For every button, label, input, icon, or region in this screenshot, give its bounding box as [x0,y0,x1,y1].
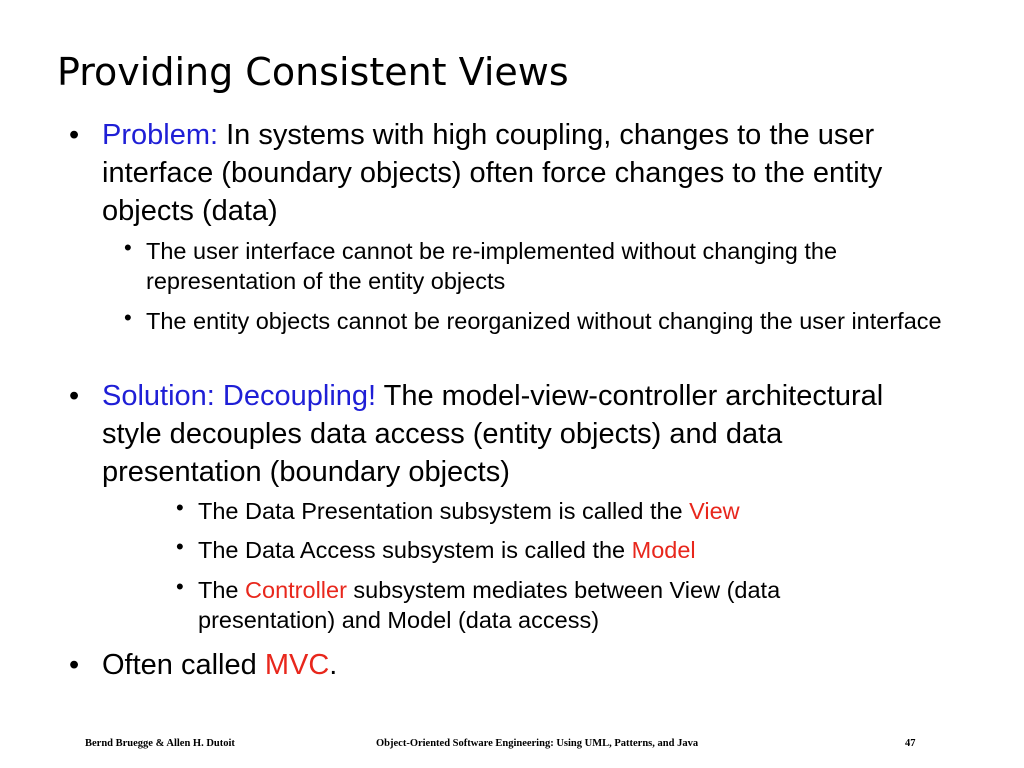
sub-bullet-dot-icon: • [176,574,184,599]
sub-bullet-dot-icon: • [124,305,132,330]
problem-sub-bullet-2 [124,305,966,336]
sub-bullet-dot-icon: • [124,235,132,260]
view-sub-pre: The Data Presentation subsystem is called the [198,498,690,524]
footer-page-number: 47 [905,738,916,749]
solution-sub-bullet-1 [176,495,968,526]
mvc-pre: Often called [102,649,265,681]
solution-sub-bullet-3 [176,574,918,635]
problem-sub-text-2: The entity objects cannot be reorganized without changing the user interface [146,308,942,334]
solution-bullet [69,377,892,491]
sub-bullet-dot-icon: • [176,534,184,559]
problem-sub-bullet-1 [124,235,966,296]
solution-sub-bullet-2 [176,534,968,565]
slide-title: Providing Consistent Views [57,50,569,94]
problem-bullet [69,116,962,230]
bullet-dot-icon: • [69,119,80,151]
bullet-dot-icon: • [69,380,80,412]
solution-text: The model-view-controller architectural style decouples data access (entity objects) and data presentation (boundary objects) [102,380,884,488]
sub-bullet-dot-icon: • [176,495,184,520]
controller-emphasis: Controller [245,577,347,603]
bullet-dot-icon: • [69,649,80,681]
solution-label: Solution: Decoupling! [102,380,377,412]
mvc-post: . [329,649,338,681]
controller-sub-pre: The [198,577,246,603]
problem-label: Problem: [102,119,219,151]
mvc-bullet [69,646,802,684]
problem-sub-text-1: The user interface cannot be re-implemented without changing the representation of the entity objects [146,238,838,294]
controller-sub-post: subsystem mediates between View (data presentation) and Model (data access) [198,577,781,633]
mvc-emphasis: MVC [264,649,330,681]
problem-text: In systems with high coupling, changes to the user interface (boundary objects) often force changes to the entity objects (data) [102,119,883,227]
model-sub-pre: The Data Access subsystem is called the [198,537,632,563]
footer-book-title: Object-Oriented Software Engineering: Using UML, Patterns, and Java [376,738,699,749]
model-emphasis: Model [631,537,696,563]
view-emphasis: View [689,498,740,524]
footer-authors: Bernd Bruegge & Allen H. Dutoit [85,738,235,749]
